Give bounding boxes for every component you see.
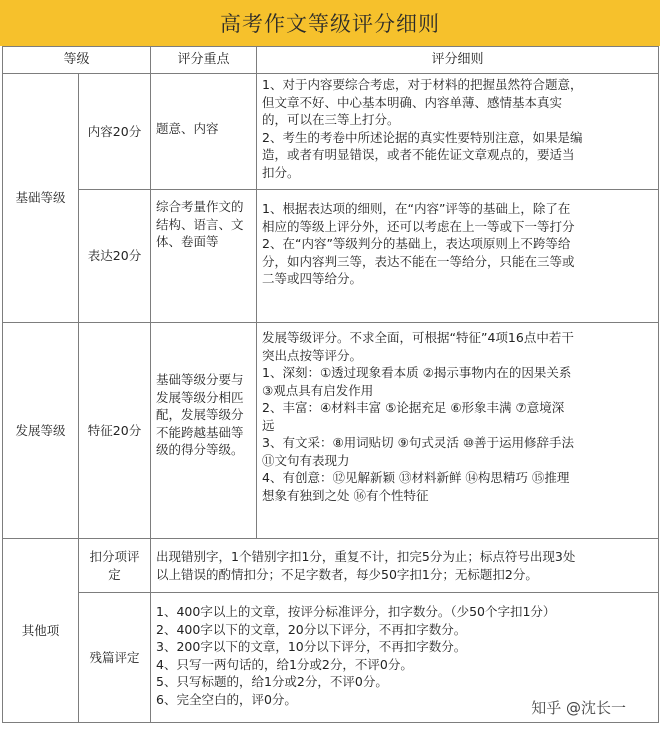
- sub-deduction: 扣分项评定: [79, 539, 151, 593]
- row-other-deduction: [3, 539, 659, 593]
- detail-line: 5、只写标题的，给1分或2分，不评0分。: [156, 674, 388, 689]
- detail-line: 3、有文采：⑧用词贴切 ⑨句式灵活 ⑩善于运用修辞手法: [262, 435, 575, 450]
- detail-line: 1、根据表达项的细则，在“内容”评等的基础上，除了在: [262, 201, 571, 216]
- focus-content: 题意、内容: [151, 74, 257, 190]
- detail-line: 2、考生的考卷中所述论据的真实性要特别注意，如果是编: [262, 129, 583, 145]
- sub-incomplete: 残篇评定: [79, 593, 151, 723]
- detail-line: 想象有独到之处 ⑯有个性特征: [262, 487, 429, 503]
- focus-development: 基础等级分要与发展等级分相匹配，发展等级分不能跨越基础等级的得分等级。: [151, 323, 257, 539]
- detail-line: 1、对于内容要综合考虑，对于材料的把握虽然符合题意，: [262, 77, 583, 92]
- detail-line: 1、深刻：①透过现象看本质 ②揭示事物内在的因果关系: [262, 365, 572, 380]
- sub-expression: 表达20分: [79, 190, 151, 323]
- grade-basic: 基础等级: [3, 74, 79, 323]
- watermark: 知乎 @沈长一: [527, 697, 630, 718]
- detail-line: 分，如内容判三等，表达不能在一等给分，只能在三等或: [262, 253, 575, 269]
- detail-line: ③观点具有启发作用: [262, 382, 374, 398]
- detail-line: 但文章不好、中心基本明确、内容单薄、感情基本真实: [262, 94, 563, 110]
- detail-content: [257, 74, 659, 190]
- row-basic-content: [3, 74, 659, 190]
- detail-line: 突出点按等评分。: [262, 347, 363, 363]
- detail-expression: [257, 190, 659, 323]
- sub-content: 内容20分: [79, 74, 151, 190]
- row-development: [3, 323, 659, 539]
- detail-line: 3、200字以下的文章，10分以下评分，不再扣字数分。: [156, 639, 467, 654]
- detail-line: 以上错误的酌情扣分；不足字数者，每少50字扣1分；无标题扣2分。: [156, 566, 538, 582]
- focus-expression: 综合考量作文的结构、语言、文体、卷面等: [151, 190, 257, 323]
- header-grade: 等级: [3, 47, 151, 74]
- detail-line: 出现错别字，1个错别字扣1分，重复不计，扣完5分为止；标点符号出现3处: [156, 549, 576, 564]
- scoring-table: [2, 46, 659, 723]
- detail-line: 相应的等级上评分外，还可以考虑在上一等或下一等打分: [262, 218, 575, 234]
- sub-feature: 特征20分: [79, 323, 151, 539]
- header-focus: 评分重点: [151, 47, 257, 74]
- detail-line: 4、只写一两句话的，给1分或2分，不评0分。: [156, 656, 413, 672]
- detail-line: 2、丰富：④材料丰富 ⑤论据充足 ⑥形象丰满 ⑦意境深: [262, 400, 565, 415]
- detail-deduction: [151, 539, 659, 593]
- detail-line: 造，或者有明显错误，或者不能佐证文章观点的，要适当: [262, 147, 575, 162]
- row-basic-expression: [3, 190, 659, 323]
- detail-line: 二等或四等给分。: [262, 271, 363, 286]
- detail-line: 4、有创意：⑫见解新颖 ⑬材料新鲜 ⑭构思精巧 ⑮推理: [262, 470, 570, 485]
- detail-line: 的，可以在三等上打分。: [262, 112, 400, 127]
- detail-line: 远: [262, 417, 275, 433]
- detail-line: 2、400字以下的文章，20分以下评分，不再扣字数分。: [156, 621, 467, 637]
- detail-development: [257, 323, 659, 539]
- detail-line: 发展等级评分。不求全面，可根据“特征”4项16点中若干: [262, 330, 574, 345]
- header-detail: 评分细则: [257, 47, 659, 74]
- detail-line: 1、400字以上的文章，按评分标准评分，扣字数分。（少50个字扣1分）: [156, 604, 556, 619]
- header-row: [3, 47, 659, 74]
- detail-line: 6、完全空白的，评0分。: [156, 691, 297, 707]
- detail-line: ⑪文句有表现力: [262, 452, 350, 468]
- grade-other: 其他项: [3, 539, 79, 723]
- page-title: 高考作文等级评分细则: [0, 0, 660, 46]
- detail-line: 扣分。: [262, 164, 300, 180]
- detail-line: 2、在“内容”等级判分的基础上，表达项原则上不跨等给: [262, 236, 571, 251]
- grade-development: 发展等级: [3, 323, 79, 539]
